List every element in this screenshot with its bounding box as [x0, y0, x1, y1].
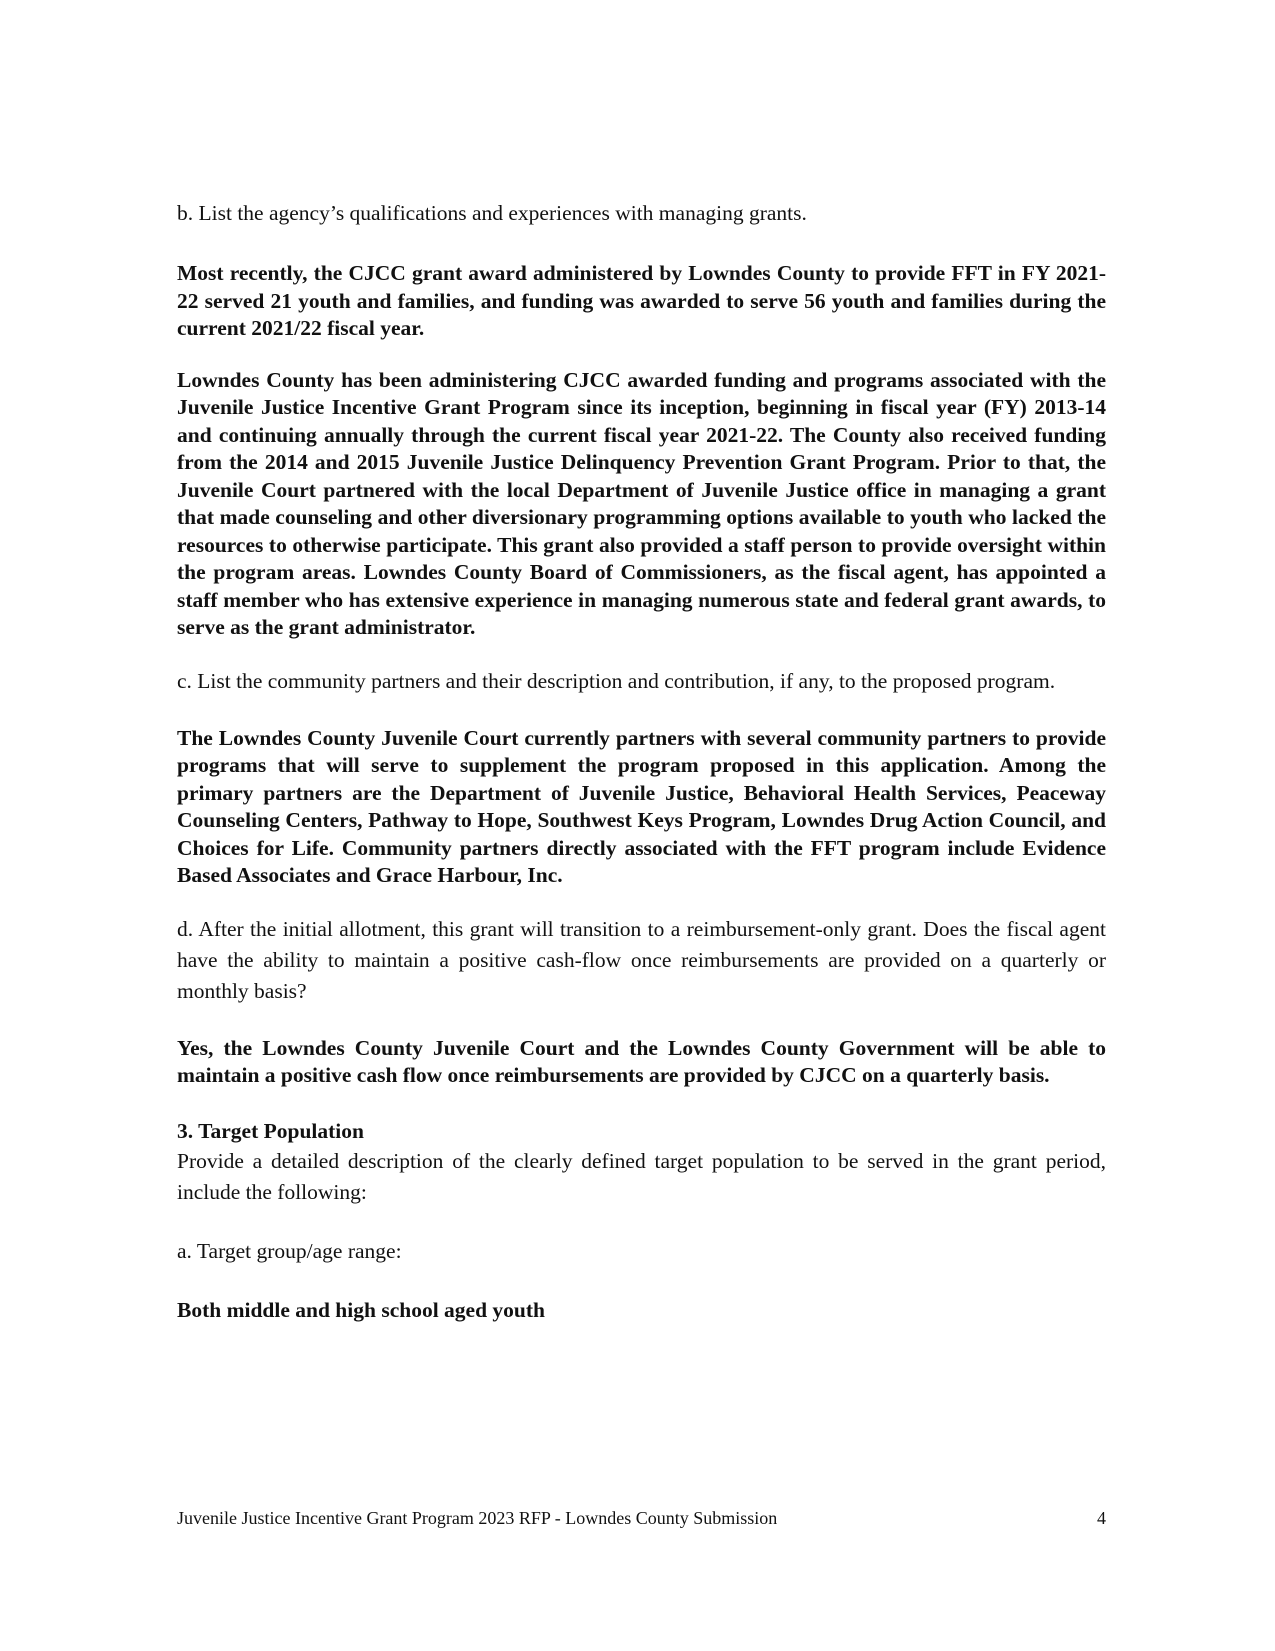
question-c: c. List the community partners and their description and contribution, if any, to the proposed program. [177, 668, 1056, 693]
section-3-intro: Provide a detailed description of the clearly defined target population to be served in the grant period, include the following: [177, 1148, 1106, 1204]
question-3a: a. Target group/age range: [177, 1238, 402, 1263]
document-body [177, 198, 1106, 1325]
answer-c: The Lowndes County Juvenile Court currently partners with several community partners to provide programs that will serve to supplement the program proposed in this application. Among the primary partners are the Department of Juvenile Justice, Behavioral Health Services, Peaceway Counseling Centers, Pathway to Hope, Southwest Keys Program, Lowndes Drug Action Council, and Choices for Life. Community partners directly associated with the FFT program include Evidence Based Associates and Grace Harbour, Inc. [177, 725, 1106, 887]
answer-b-paragraph-1: Most recently, the CJCC grant award administered by Lowndes County to provide FFT in FY 2021-22 served 21 youth and families, and funding was awarded to serve 56 youth and families during the current 2021/22 fiscal year. [177, 261, 1106, 340]
answer-d: Yes, the Lowndes County Juvenile Court and the Lowndes County Government will be able to maintain a positive cash flow once reimbursements are provided by CJCC on a quarterly basis. [177, 1035, 1106, 1087]
answer-b-paragraph-2: Lowndes County has been administering CJCC awarded funding and programs associated with the Juvenile Justice Incentive Grant Program since its inception, beginning in fiscal year (FY) 2013-14 and continuing annually through the current fiscal year 2021-22. The County also received funding from the 2014 and 2015 Juvenile Justice Delinquency Prevention Grant Program. Prior to that, the Juvenile Court partnered with the local Department of Juvenile Justice office in managing a grant that made counseling and other diversionary programming options available to youth who lacked the resources to otherwise participate. This grant also provided a staff person to provide oversight within the program areas. Lowndes County Board of Commissioners, as the fiscal agent, has appointed a staff member who has extensive experience in managing numerous state and federal grant awards, to serve as the grant administrator. [177, 367, 1106, 639]
question-b: b. List the agency’s qualifications and experiences with managing grants. [177, 201, 807, 225]
question-d: d. After the initial allotment, this grant will transition to a reimbursement-only grant. Does the fiscal agent have the ability to maintain a positive cash-flow once reimbursements are provided on a quarterly or monthly basis? [177, 916, 1106, 1003]
section-3-heading: 3. Target Population [177, 1118, 364, 1143]
page-number: 4 [1097, 1508, 1106, 1528]
footer-title: Juvenile Justice Incentive Grant Program 2023 RFP - Lowndes County Submission [177, 1508, 778, 1528]
page-footer [177, 1506, 1106, 1530]
answer-3a: Both middle and high school aged youth [177, 1297, 545, 1322]
